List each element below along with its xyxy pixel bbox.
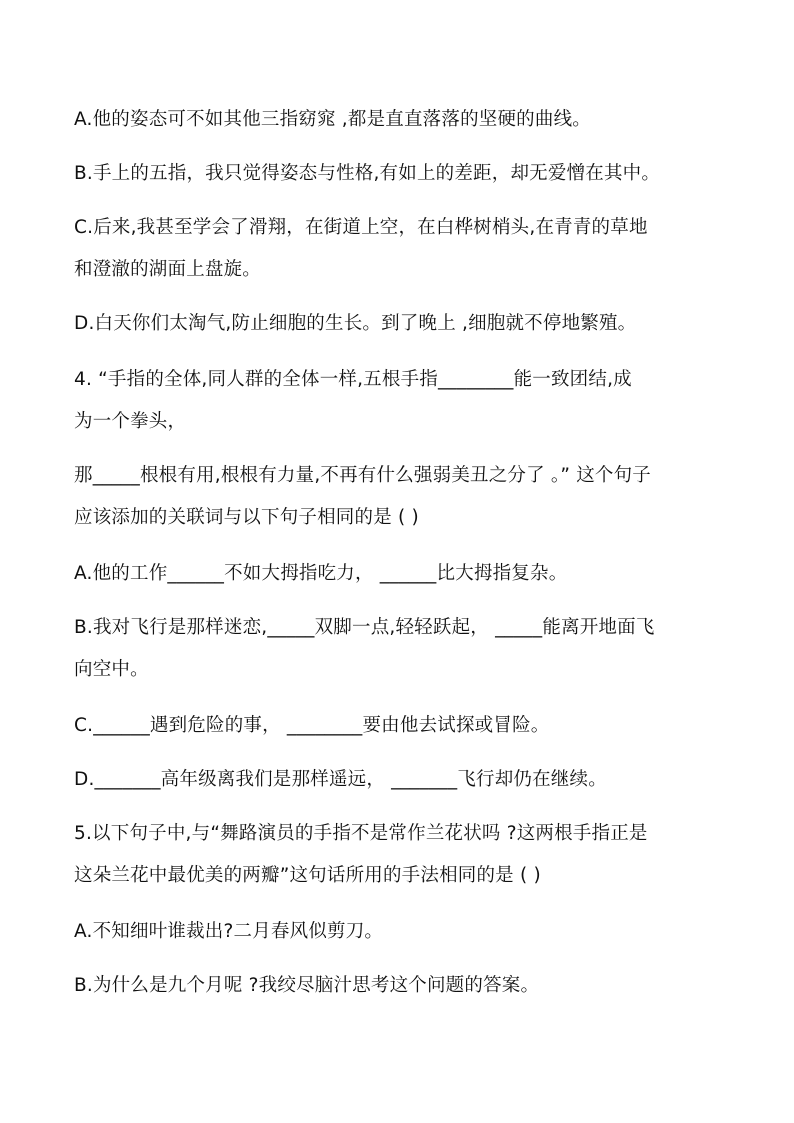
- option-5b-text: B.为什么是九个月呢 ?我绞尽脑汁思考这个问题的答案。: [74, 975, 540, 996]
- question-4-text-continued: 为一个拳头，: [74, 411, 187, 432]
- option-4b-text: B.我对飞行是那样迷恋,_____双脚一点,轻轻跃起， _____能离开地面飞: [74, 617, 655, 638]
- option-4a-text: A.他的工作______不如大拇指吃力， ______比大拇指复杂。: [74, 563, 568, 584]
- option-4d-text: D._______高年级离我们是那样遥远， _______飞行却仍在继续。: [74, 769, 607, 790]
- option-3c-text-continued: 和澄澈的湖面上盘旋。: [74, 259, 262, 280]
- option-5a-text: A.不知细叶谁裁出?二月春风似剪刀。: [74, 921, 384, 942]
- option-4c-text: C.______遇到危险的事， ________要由他去试探或冒险。: [74, 715, 550, 736]
- question-4-text: 4. “手指的全体,同人群的全体一样,五根手指________能一致团结,成: [74, 369, 632, 390]
- question-4-prompt: 应该添加的关联词与以下句子相同的是 ( ): [74, 507, 419, 528]
- option-3b-text: B.手上的五指，我只觉得姿态与性格,有如上的差距，却无爱憎在其中。: [74, 163, 661, 184]
- question-5-prompt: 这朵兰花中最优美的两瓣”这句话所用的手法相同的是 ( ): [74, 865, 541, 886]
- option-3c-text: C.后来,我甚至学会了滑翔，在街道上空，在白桦树梢头,在青青的草地: [74, 217, 648, 238]
- question-4-text-line3: 那_____根根有用,根根有力量,不再有什么强弱美丑之分了 。” 这个句子: [74, 465, 652, 486]
- option-4b-text-continued: 向空中。: [74, 659, 149, 680]
- question-5-text: 5.以下句子中,与“舞路演员的手指不是常作兰花状吗 ?这两根手指正是: [74, 823, 648, 844]
- option-3d-text: D.白天你们太淘气,防止细胞的生长。到了晚上 ,细胞就不停地繁殖。: [74, 313, 637, 334]
- option-3a-text: A.他的姿态可不如其他三指窈窕 ,都是直直落落的坚硬的曲线。: [74, 109, 591, 130]
